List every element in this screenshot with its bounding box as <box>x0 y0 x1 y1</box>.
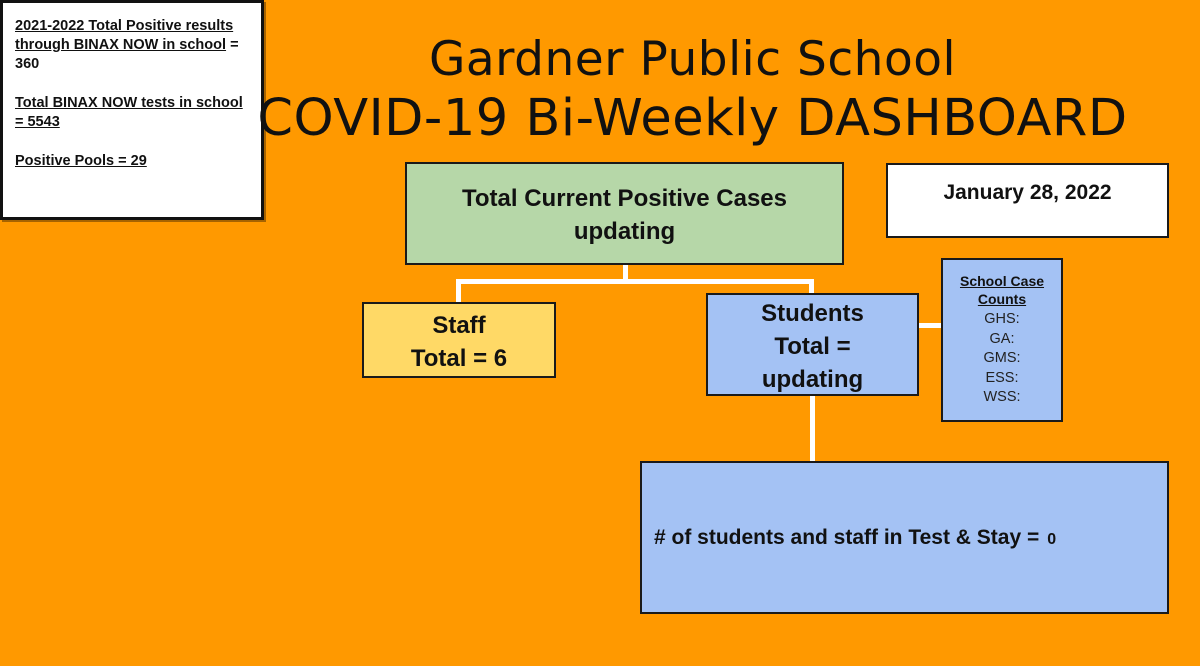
dashboard-title-school: Gardner Public School <box>428 32 957 87</box>
students-total-label: Total = <box>774 333 851 360</box>
connector-line <box>456 279 461 303</box>
staff-total: Total = 6 <box>410 345 508 372</box>
connector-line <box>810 396 815 462</box>
connector-line <box>456 279 814 284</box>
binax-total-tests: Total BINAX NOW tests in school = 5543 <box>15 95 243 130</box>
total-positive-cases-box <box>405 162 844 265</box>
date-box <box>886 163 1169 238</box>
staff-label: Staff <box>432 312 486 339</box>
dashboard-title-main: COVID-19 Bi-Weekly DASHBOARD <box>257 89 1128 148</box>
test-and-stay-label: # of students and staff in Test & Stay = <box>654 526 1040 549</box>
school-case-counts-box <box>941 258 1063 422</box>
school-case-count-ess: ESS: <box>985 369 1019 386</box>
students-label: Students <box>761 300 864 327</box>
connector-line <box>809 279 814 294</box>
binax-positive-results: 2021-2022 Total Positive results through BINAX NOW in school = 360 <box>15 18 239 72</box>
connector-line <box>919 323 942 328</box>
school-case-count-wss: WSS: <box>983 389 1021 405</box>
total-positive-cases-value: updating <box>573 218 676 245</box>
test-and-stay-value: 0 <box>1047 531 1057 548</box>
report-date: January 28, 2022 <box>943 181 1112 204</box>
positive-pools: Positive Pools = 29 <box>15 153 147 169</box>
staff-box <box>362 302 556 378</box>
school-case-counts-heading: School Case Counts <box>959 273 1045 307</box>
students-box <box>706 293 919 396</box>
school-case-count-ghs: GHS: <box>984 311 1020 327</box>
school-case-count-gms: GMS: <box>983 350 1021 366</box>
total-positive-cases-label: Total Current Positive Cases <box>462 185 787 212</box>
students-total-value: updating <box>761 366 864 393</box>
school-case-count-ga: GA: <box>989 330 1015 347</box>
test-and-stay-box <box>640 461 1169 614</box>
